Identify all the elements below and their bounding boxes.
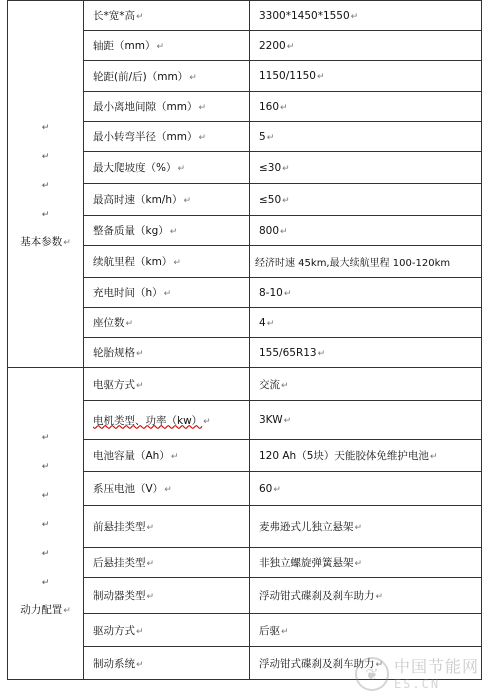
paragraph-mark: ↵ — [41, 462, 50, 472]
param-name: 轮胎规格↵ — [84, 338, 250, 368]
paragraph-mark: ↵ — [41, 122, 50, 133]
paragraph-mark: ↵ — [350, 11, 359, 22]
paragraph-mark: ↵ — [163, 289, 172, 299]
paragraph-mark: ↵ — [281, 380, 289, 391]
paragraph-mark: ↵ — [266, 318, 275, 329]
param-value: 1150/1150↵ — [250, 61, 482, 92]
param-value: 浮动钳式碟刹及刹车助力↵ — [250, 647, 482, 680]
param-name: 轮距(前/后)（mm）↵ — [84, 61, 250, 92]
param-name: 系压电池（V）↵ — [84, 472, 250, 506]
param-name: 制动器类型↵ — [84, 578, 250, 614]
paragraph-mark: ↵ — [136, 659, 144, 670]
table-row — [8, 368, 482, 401]
param-name: 充电时间（h）↵ — [84, 278, 250, 308]
param-value: 160↵ — [250, 92, 482, 122]
paragraph-mark: ↵ — [164, 485, 172, 495]
paragraph-mark: ↵ — [189, 72, 197, 83]
paragraph-mark: ↵ — [316, 72, 325, 82]
param-value: 4↵ — [250, 308, 482, 338]
param-value: 3KW↵ — [250, 401, 482, 440]
param-value: 3300*1450*1550↵ — [250, 1, 482, 31]
param-value: ≤50↵ — [250, 184, 482, 216]
paragraph-mark: ↵ — [41, 549, 50, 559]
paragraph-mark: ↵ — [273, 484, 281, 495]
param-value: 2200↵ — [250, 31, 482, 61]
param-name: 最小转弯半径（mm）↵ — [84, 122, 250, 152]
paragraph-mark: ↵ — [203, 416, 211, 427]
param-value: 非独立螺旋弹簧悬架↵ — [250, 548, 482, 578]
category-cell-power — [8, 368, 84, 680]
paragraph-mark: ↵ — [177, 164, 186, 174]
paragraph-mark: ↵ — [317, 348, 326, 359]
paragraph-mark: ↵ — [41, 520, 50, 530]
paragraph-mark: ↵ — [183, 196, 192, 206]
paragraph-mark: ↵ — [173, 258, 181, 268]
table-row — [8, 1, 482, 31]
paragraph-mark: ↵ — [354, 559, 363, 569]
paragraph-mark: ↵ — [429, 452, 438, 462]
paragraph-mark: ↵ — [41, 209, 50, 220]
paragraph-mark: ↵ — [156, 42, 165, 52]
param-name: 后悬挂类型↵ — [84, 548, 250, 578]
param-value: 浮动钳式碟刹及刹车助力↵ — [250, 578, 482, 614]
param-name: 电池容量（Ah）↵ — [84, 440, 250, 472]
paragraph-mark: ↵ — [136, 626, 144, 637]
paragraph-mark: ↵ — [286, 41, 295, 52]
category-cell-basic — [8, 1, 84, 368]
paragraph-mark: ↵ — [63, 237, 71, 248]
paragraph-mark: ↵ — [281, 626, 289, 637]
paragraph-mark: ↵ — [198, 133, 207, 143]
param-name: 轴距（mm）↵ — [84, 31, 250, 61]
param-value: 经济时速 45km,最大续航里程 100-120km — [250, 246, 482, 278]
paragraph-mark: ↵ — [146, 559, 155, 569]
paragraph-mark: ↵ — [146, 592, 155, 602]
paragraph-mark: ↵ — [169, 227, 178, 237]
param-name: 长*宽*高↵ — [84, 1, 250, 31]
param-value: 交流↵ — [250, 368, 482, 401]
param-name: 续航里程（km）↵ — [84, 246, 250, 278]
paragraph-mark: ↵ — [136, 12, 144, 22]
watermark-en: ES.CN — [393, 676, 441, 691]
paragraph-mark: ↵ — [146, 523, 155, 533]
param-name: 电机类型、功率（kw）↵ — [84, 401, 250, 440]
param-name: 最大爬坡度（%）↵ — [84, 152, 250, 184]
paragraph-mark: ↵ — [354, 523, 363, 533]
param-value: ≤30↵ — [250, 152, 482, 184]
paragraph-mark: ↵ — [136, 380, 144, 391]
paragraph-mark: ↵ — [283, 416, 292, 426]
param-name: 最高时速（km/h）↵ — [84, 184, 250, 216]
param-value: 155/65R13↵ — [250, 338, 482, 368]
paragraph-mark: ↵ — [125, 319, 134, 329]
param-name: 电驱方式↵ — [84, 368, 250, 401]
paragraph-mark: ↵ — [198, 103, 207, 113]
param-value: 5↵ — [250, 122, 482, 152]
paragraph-mark: ↵ — [280, 226, 288, 237]
param-value: 60↵ — [250, 472, 482, 506]
paragraph-mark: ↵ — [41, 578, 50, 588]
paragraph-mark: ↵ — [282, 163, 290, 174]
leaf-logo-icon: ❦ — [355, 657, 389, 691]
param-name: 整备质量（kg）↵ — [84, 216, 250, 246]
paragraph-mark: ↵ — [41, 151, 50, 162]
param-name: 制动系统↵ — [84, 647, 250, 680]
param-value: 120 Ah（5块）天能胶体免维护电池↵ — [250, 440, 482, 472]
param-value: 麦弗逊式儿独立悬架↵ — [250, 506, 482, 548]
paragraph-mark: ↵ — [282, 195, 290, 206]
param-name: 座位数↵ — [84, 308, 250, 338]
paragraph-mark: ↵ — [41, 180, 50, 191]
paragraph-mark: ↵ — [375, 659, 384, 670]
paragraph-mark: ↵ — [280, 102, 288, 113]
paragraph-mark: ↵ — [170, 452, 179, 462]
category-label: 动力配置 — [20, 604, 63, 616]
paragraph-mark: ↵ — [136, 349, 144, 359]
watermark-cn: 中国节能网 — [393, 656, 479, 676]
paragraph-mark: ↵ — [41, 433, 50, 443]
paragraph-mark: ↵ — [63, 606, 71, 616]
param-name: 最小离地间隙（mm）↵ — [84, 92, 250, 122]
paragraph-mark: ↵ — [283, 288, 292, 299]
spec-table — [7, 0, 482, 680]
category-label: 基本参数 — [20, 235, 63, 248]
paragraph-mark: ↵ — [375, 592, 384, 602]
param-value: 800↵ — [250, 216, 482, 246]
param-value: 8-10↵ — [250, 278, 482, 308]
param-value: 后驱↵ — [250, 614, 482, 647]
param-name: 驱动方式↵ — [84, 614, 250, 647]
paragraph-mark: ↵ — [41, 491, 50, 501]
paragraph-mark: ↵ — [266, 132, 275, 143]
param-name: 前悬挂类型↵ — [84, 506, 250, 548]
